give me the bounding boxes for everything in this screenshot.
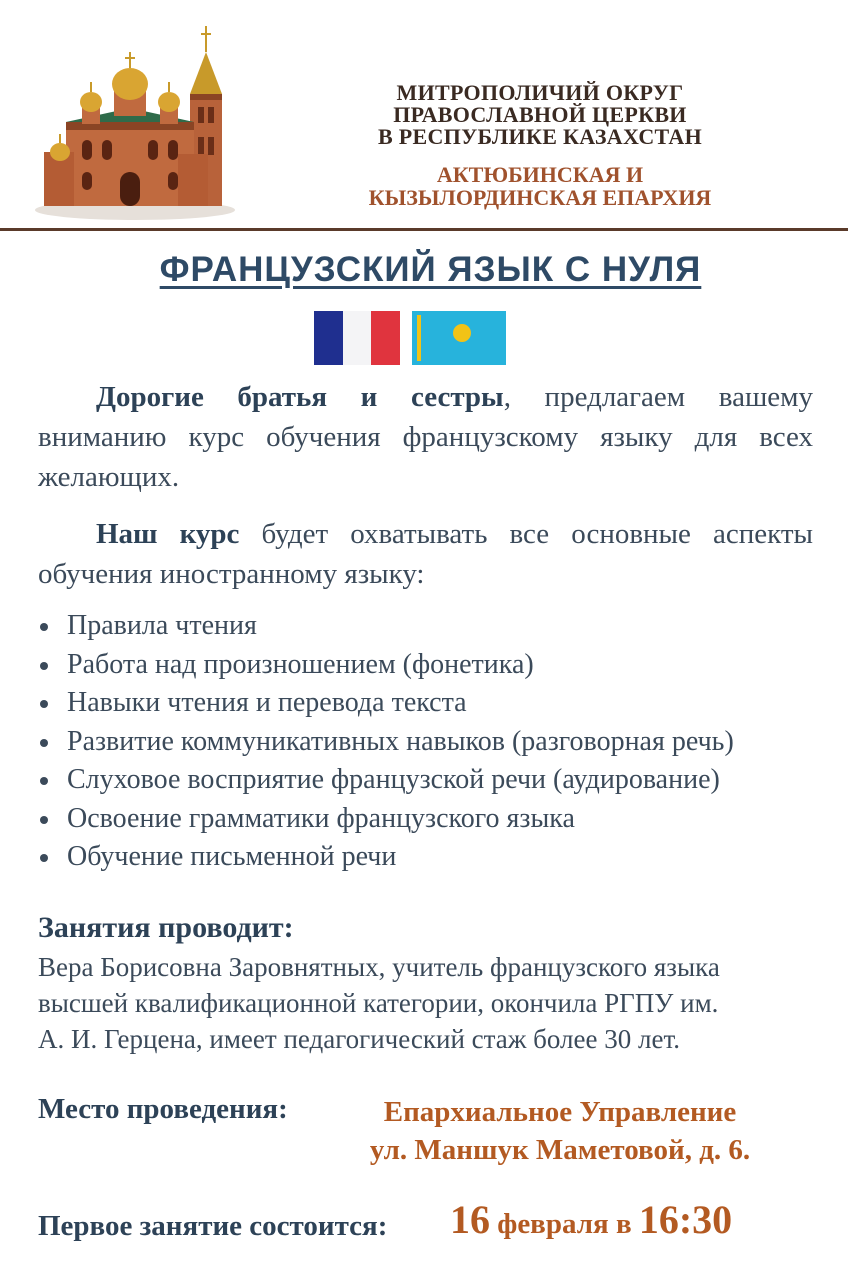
venue-label: Место проведения:: [38, 1093, 288, 1125]
course-paragraph: [38, 514, 813, 594]
header: [0, 0, 861, 232]
org-line: В РЕСПУБЛИКЕ КАЗАХСТАН: [378, 124, 702, 149]
teacher-line: А. И. Герцена, имеет педагогический стаж более 30 лет.: [38, 1024, 680, 1054]
course-bold: Наш курс: [96, 518, 240, 550]
venue-line: Епархиальное Управление: [383, 1096, 737, 1128]
intro-text: , предлагаем вашему вниманию курс обучения французскому языку для всех желающих.: [38, 381, 813, 493]
list-item: Развитие коммуникативных навыков (разговорная речь): [38, 723, 838, 762]
org-line: МИТРОПОЛИЧИЙ ОКРУГ: [396, 80, 684, 105]
eparchy-name: [320, 163, 760, 209]
intro-paragraph: [38, 377, 813, 497]
feature-list: [38, 607, 838, 877]
venue-line: ул. Маншук Маметовой, д. 6.: [369, 1134, 751, 1166]
eparchy-line: АКТЮБИНСКАЯ И: [436, 162, 644, 187]
metropolitan-district-name: [320, 82, 760, 148]
intro-bold: Дорогие братья и сестры: [96, 381, 504, 413]
first-lesson-label: Первое занятие состоится:: [38, 1210, 388, 1242]
kazakhstan-flag-icon: [412, 311, 506, 365]
org-line: ПРАВОСЛАВНОЙ ЦЕРКВИ: [393, 102, 687, 127]
header-divider: [0, 228, 848, 231]
teacher-heading: Занятия проводит:: [38, 911, 294, 944]
france-flag-icon: [314, 311, 400, 365]
first-lesson-date: [450, 1196, 732, 1243]
first-lesson-time: 16:30: [638, 1197, 733, 1242]
page-title: ФРАНЦУЗСКИЙ ЯЗЫК С НУЛЯ: [159, 250, 702, 289]
eparchy-line: КЫЗЫЛОРДИНСКАЯ ЕПАРХИЯ: [368, 185, 712, 210]
list-item: Навыки чтения и перевода текста: [38, 684, 838, 723]
church-icon: [30, 12, 245, 224]
teacher-description: [38, 949, 828, 1057]
list-item: Слуховое восприятие французской речи (аудирование): [38, 761, 838, 800]
list-item: Работа над произношением (фонетика): [38, 646, 838, 685]
venue-address: [340, 1093, 780, 1169]
list-item: Обучение письменной речи: [38, 838, 838, 877]
first-lesson-day: 16: [450, 1197, 490, 1242]
list-item: Освоение грамматики французского языка: [38, 800, 838, 839]
course-text: будет охватывать все основные аспекты обучения иностранному языку:: [38, 518, 814, 590]
teacher-line: высшей квалификационной категории, окончила РГПУ им.: [38, 988, 719, 1018]
teacher-line: Вера Борисовна Заровнятных, учитель французского языка: [38, 952, 720, 982]
first-lesson-month: февраля в: [490, 1208, 639, 1240]
list-item: Правила чтения: [38, 607, 838, 646]
